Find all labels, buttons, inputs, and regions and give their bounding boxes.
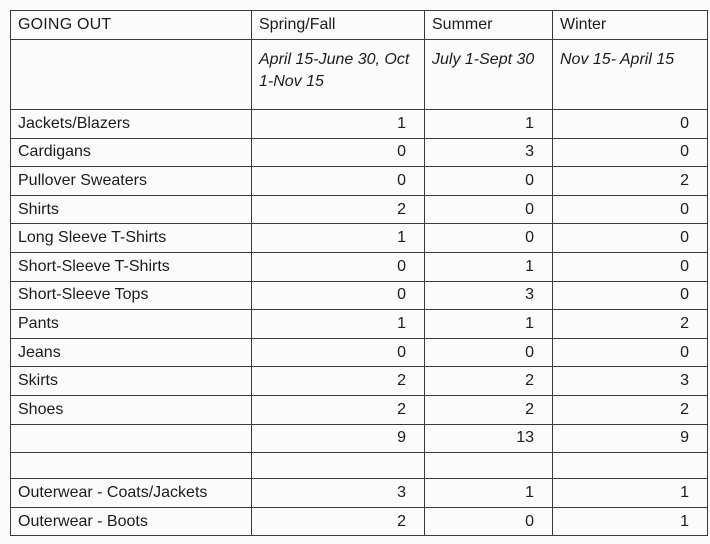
table-row [11, 224, 708, 253]
count-summer: 1 [425, 310, 553, 339]
count-summer: 0 [425, 507, 553, 536]
item-name-cell: Jeans [11, 338, 252, 367]
outerwear-row [11, 507, 708, 536]
count-summer: 3 [425, 281, 553, 310]
count-spring-fall: 0 [252, 338, 425, 367]
count-spring-fall: 2 [252, 367, 425, 396]
table-row [11, 310, 708, 339]
count-summer: 1 [425, 252, 553, 281]
spacer-row [11, 453, 708, 479]
table-row [11, 281, 708, 310]
outerwear-row [11, 479, 708, 508]
empty-cell [252, 453, 425, 479]
count-summer: 0 [425, 338, 553, 367]
count-spring-fall: 1 [252, 110, 425, 139]
season-header-winter: Winter [553, 11, 708, 40]
count-spring-fall: 1 [252, 224, 425, 253]
item-name-cell: Cardigans [11, 138, 252, 167]
header-row [11, 11, 708, 40]
table-title: GOING OUT [11, 11, 252, 40]
count-summer: 0 [425, 224, 553, 253]
count-summer: 0 [425, 167, 553, 196]
item-name-cell: Short-Sleeve Tops [11, 281, 252, 310]
table-row [11, 252, 708, 281]
item-name-cell [11, 424, 252, 453]
count-summer: 1 [425, 110, 553, 139]
count-winter: 3 [553, 367, 708, 396]
clothing-count-table [10, 10, 708, 536]
count-spring-fall: 1 [252, 310, 425, 339]
count-spring-fall: 0 [252, 252, 425, 281]
item-name-cell: Outerwear - Coats/Jackets [11, 479, 252, 508]
item-name-cell: Pullover Sweaters [11, 167, 252, 196]
count-spring-fall: 2 [252, 395, 425, 424]
item-name-cell: Short-Sleeve T-Shirts [11, 252, 252, 281]
item-name-cell: Jackets/Blazers [11, 110, 252, 139]
date-row-empty-cell [11, 40, 252, 110]
count-summer: 0 [425, 195, 553, 224]
count-spring-fall: 3 [252, 479, 425, 508]
count-winter: 0 [553, 224, 708, 253]
count-winter: 2 [553, 310, 708, 339]
item-name-cell: Long Sleeve T-Shirts [11, 224, 252, 253]
total-winter: 9 [553, 424, 708, 453]
count-winter: 0 [553, 252, 708, 281]
count-spring-fall: 0 [252, 138, 425, 167]
table-row [11, 195, 708, 224]
table-row [11, 110, 708, 139]
count-summer: 2 [425, 395, 553, 424]
empty-cell [425, 453, 553, 479]
count-spring-fall: 0 [252, 167, 425, 196]
count-winter: 0 [553, 281, 708, 310]
item-name-cell: Skirts [11, 367, 252, 396]
count-summer: 1 [425, 479, 553, 508]
count-winter: 0 [553, 195, 708, 224]
count-winter: 0 [553, 110, 708, 139]
item-name-cell: Pants [11, 310, 252, 339]
count-spring-fall: 0 [252, 281, 425, 310]
count-spring-fall: 2 [252, 507, 425, 536]
total-summer: 13 [425, 424, 553, 453]
date-range-spring-fall: April 15-June 30, Oct 1-Nov 15 [252, 40, 425, 110]
table-row [11, 167, 708, 196]
table-body [11, 11, 708, 536]
table-row [11, 367, 708, 396]
table-row [11, 338, 708, 367]
count-winter: 2 [553, 167, 708, 196]
date-range-row [11, 40, 708, 110]
count-winter: 2 [553, 395, 708, 424]
totals-row [11, 424, 708, 453]
item-name-cell: Shirts [11, 195, 252, 224]
count-spring-fall: 2 [252, 195, 425, 224]
item-name-cell: Outerwear - Boots [11, 507, 252, 536]
count-summer: 2 [425, 367, 553, 396]
empty-cell [553, 453, 708, 479]
date-range-winter: Nov 15- April 15 [553, 40, 708, 110]
count-winter: 0 [553, 338, 708, 367]
count-winter: 1 [553, 507, 708, 536]
count-winter: 0 [553, 138, 708, 167]
table-row [11, 395, 708, 424]
item-name-cell: Shoes [11, 395, 252, 424]
count-summer: 3 [425, 138, 553, 167]
season-header-spring-fall: Spring/Fall [252, 11, 425, 40]
total-spring-fall: 9 [252, 424, 425, 453]
season-header-summer: Summer [425, 11, 553, 40]
empty-cell [11, 453, 252, 479]
count-winter: 1 [553, 479, 708, 508]
date-range-summer: July 1-Sept 30 [425, 40, 553, 110]
table-row [11, 138, 708, 167]
